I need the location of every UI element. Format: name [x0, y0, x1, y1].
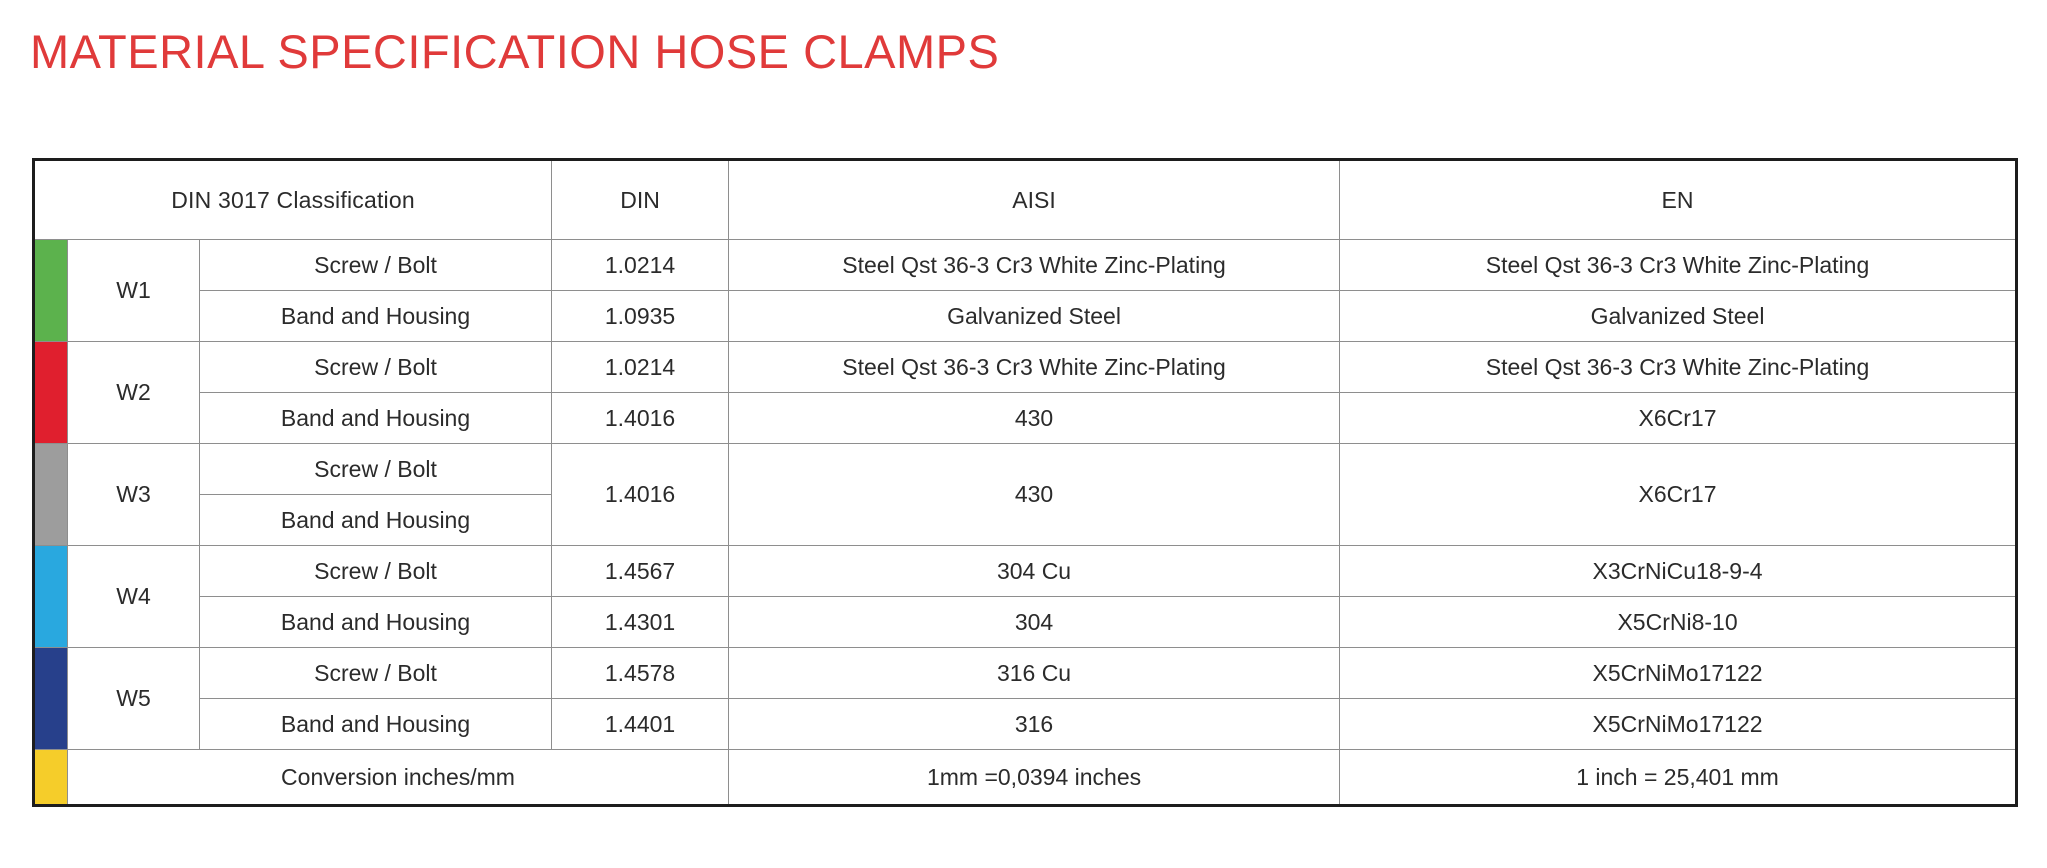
class-label-w1: W1	[68, 240, 200, 342]
header-classification: DIN 3017 Classification	[34, 160, 552, 240]
din-value: 1.4301	[552, 597, 729, 648]
header-din: DIN	[552, 160, 729, 240]
aisi-value: 316 Cu	[729, 648, 1340, 699]
table-row	[34, 240, 2017, 291]
din-value: 1.0214	[552, 240, 729, 291]
aisi-value: 304 Cu	[729, 546, 1340, 597]
din-value: 1.0214	[552, 342, 729, 393]
aisi-value: 430	[729, 444, 1340, 546]
din-value: 1.4016	[552, 393, 729, 444]
page-title: MATERIAL SPECIFICATION HOSE CLAMPS	[30, 25, 1000, 78]
table-row	[34, 393, 2017, 444]
part-label: Screw / Bolt	[200, 546, 552, 597]
class-label-w2: W2	[68, 342, 200, 444]
table-header-row	[34, 160, 2017, 240]
table-body	[34, 240, 2017, 806]
header-en: EN	[1340, 160, 2017, 240]
table-row	[34, 597, 2017, 648]
header-aisi: AISI	[729, 160, 1340, 240]
part-label: Band and Housing	[200, 495, 552, 546]
class-label-w4: W4	[68, 546, 200, 648]
conversion-label: Conversion inches/mm	[68, 750, 729, 806]
aisi-value: Galvanized Steel	[729, 291, 1340, 342]
aisi-value: 304	[729, 597, 1340, 648]
color-swatch-w4	[34, 546, 68, 648]
en-value: Steel Qst 36-3 Cr3 White Zinc-Plating	[1340, 342, 2017, 393]
aisi-value: 430	[729, 393, 1340, 444]
en-value: X5CrNiMo17122	[1340, 648, 2017, 699]
din-value: 1.0935	[552, 291, 729, 342]
en-value: X5CrNiMo17122	[1340, 699, 2017, 750]
table-row	[34, 699, 2017, 750]
part-label: Screw / Bolt	[200, 648, 552, 699]
part-label: Screw / Bolt	[200, 240, 552, 291]
en-value: X3CrNiCu18-9-4	[1340, 546, 2017, 597]
color-swatch-w5	[34, 648, 68, 750]
din-value: 1.4401	[552, 699, 729, 750]
part-label: Band and Housing	[200, 393, 552, 444]
en-value: Galvanized Steel	[1340, 291, 2017, 342]
conversion-aisi-value: 1mm =0,0394 inches	[729, 750, 1340, 806]
class-label-w3: W3	[68, 444, 200, 546]
class-label-w5: W5	[68, 648, 200, 750]
material-specification-table	[32, 158, 2018, 807]
part-label: Screw / Bolt	[200, 342, 552, 393]
din-value: 1.4578	[552, 648, 729, 699]
part-label: Band and Housing	[200, 699, 552, 750]
part-label: Screw / Bolt	[200, 444, 552, 495]
color-swatch-w1	[34, 240, 68, 342]
material-specification-table-wrapper	[32, 158, 2015, 807]
color-swatch-conversion	[34, 750, 68, 806]
en-value: X5CrNi8-10	[1340, 597, 2017, 648]
part-label: Band and Housing	[200, 291, 552, 342]
din-value: 1.4016	[552, 444, 729, 546]
conversion-en-value: 1 inch = 25,401 mm	[1340, 750, 2017, 806]
en-value: Steel Qst 36-3 Cr3 White Zinc-Plating	[1340, 240, 2017, 291]
part-label: Band and Housing	[200, 597, 552, 648]
table-row	[34, 291, 2017, 342]
table-row-conversion	[34, 750, 2017, 806]
table-row	[34, 444, 2017, 495]
en-value: X6Cr17	[1340, 444, 2017, 546]
aisi-value: Steel Qst 36-3 Cr3 White Zinc-Plating	[729, 342, 1340, 393]
table-header	[34, 160, 2017, 240]
aisi-value: 316	[729, 699, 1340, 750]
color-swatch-w2	[34, 342, 68, 444]
en-value: X6Cr17	[1340, 393, 2017, 444]
table-row	[34, 648, 2017, 699]
aisi-value: Steel Qst 36-3 Cr3 White Zinc-Plating	[729, 240, 1340, 291]
table-row	[34, 546, 2017, 597]
table-row	[34, 342, 2017, 393]
din-value: 1.4567	[552, 546, 729, 597]
color-swatch-w3	[34, 444, 68, 546]
